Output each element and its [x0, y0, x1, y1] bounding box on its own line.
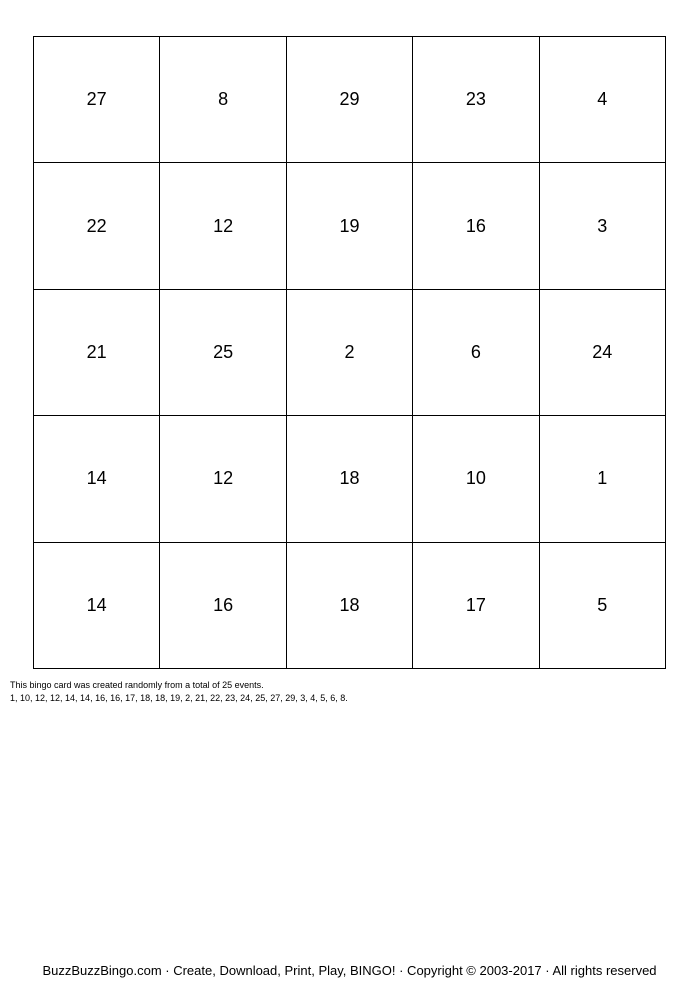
- bingo-cell: 1: [540, 416, 666, 542]
- bingo-cell: 6: [413, 290, 539, 416]
- bingo-cell: 14: [34, 543, 160, 669]
- bingo-cell: 8: [160, 37, 286, 163]
- bingo-cell: 27: [34, 37, 160, 163]
- bingo-cell: 3: [540, 163, 666, 289]
- bingo-cell: 19: [287, 163, 413, 289]
- bingo-cell: 22: [34, 163, 160, 289]
- bingo-cell: 29: [287, 37, 413, 163]
- bingo-cell: 12: [160, 416, 286, 542]
- bingo-cell: 25: [160, 290, 286, 416]
- bingo-cell: 4: [540, 37, 666, 163]
- bingo-cell: 5: [540, 543, 666, 669]
- bingo-cell: 10: [413, 416, 539, 542]
- bingo-cell: 18: [287, 416, 413, 542]
- bingo-cell: 21: [34, 290, 160, 416]
- bingo-cell: 16: [160, 543, 286, 669]
- bingo-cell: 17: [413, 543, 539, 669]
- bingo-cell: 16: [413, 163, 539, 289]
- bingo-cell: 12: [160, 163, 286, 289]
- bingo-cell: 24: [540, 290, 666, 416]
- creation-note: This bingo card was created randomly from a total of 25 events.: [10, 680, 264, 690]
- bingo-cell: 18: [287, 543, 413, 669]
- bingo-cell: 23: [413, 37, 539, 163]
- bingo-card-grid: [33, 36, 666, 669]
- page-footer: BuzzBuzzBingo.com · Create, Download, Print, Play, BINGO! · Copyright © 2003-2017 · All rights reserved: [42, 963, 657, 978]
- bingo-cell: 2: [287, 290, 413, 416]
- bingo-cell: 14: [34, 416, 160, 542]
- event-list: 1, 10, 12, 12, 14, 14, 16, 16, 17, 18, 18, 19, 2, 21, 22, 23, 24, 25, 27, 29, 3, 4, 5, 6, 8.: [10, 693, 348, 703]
